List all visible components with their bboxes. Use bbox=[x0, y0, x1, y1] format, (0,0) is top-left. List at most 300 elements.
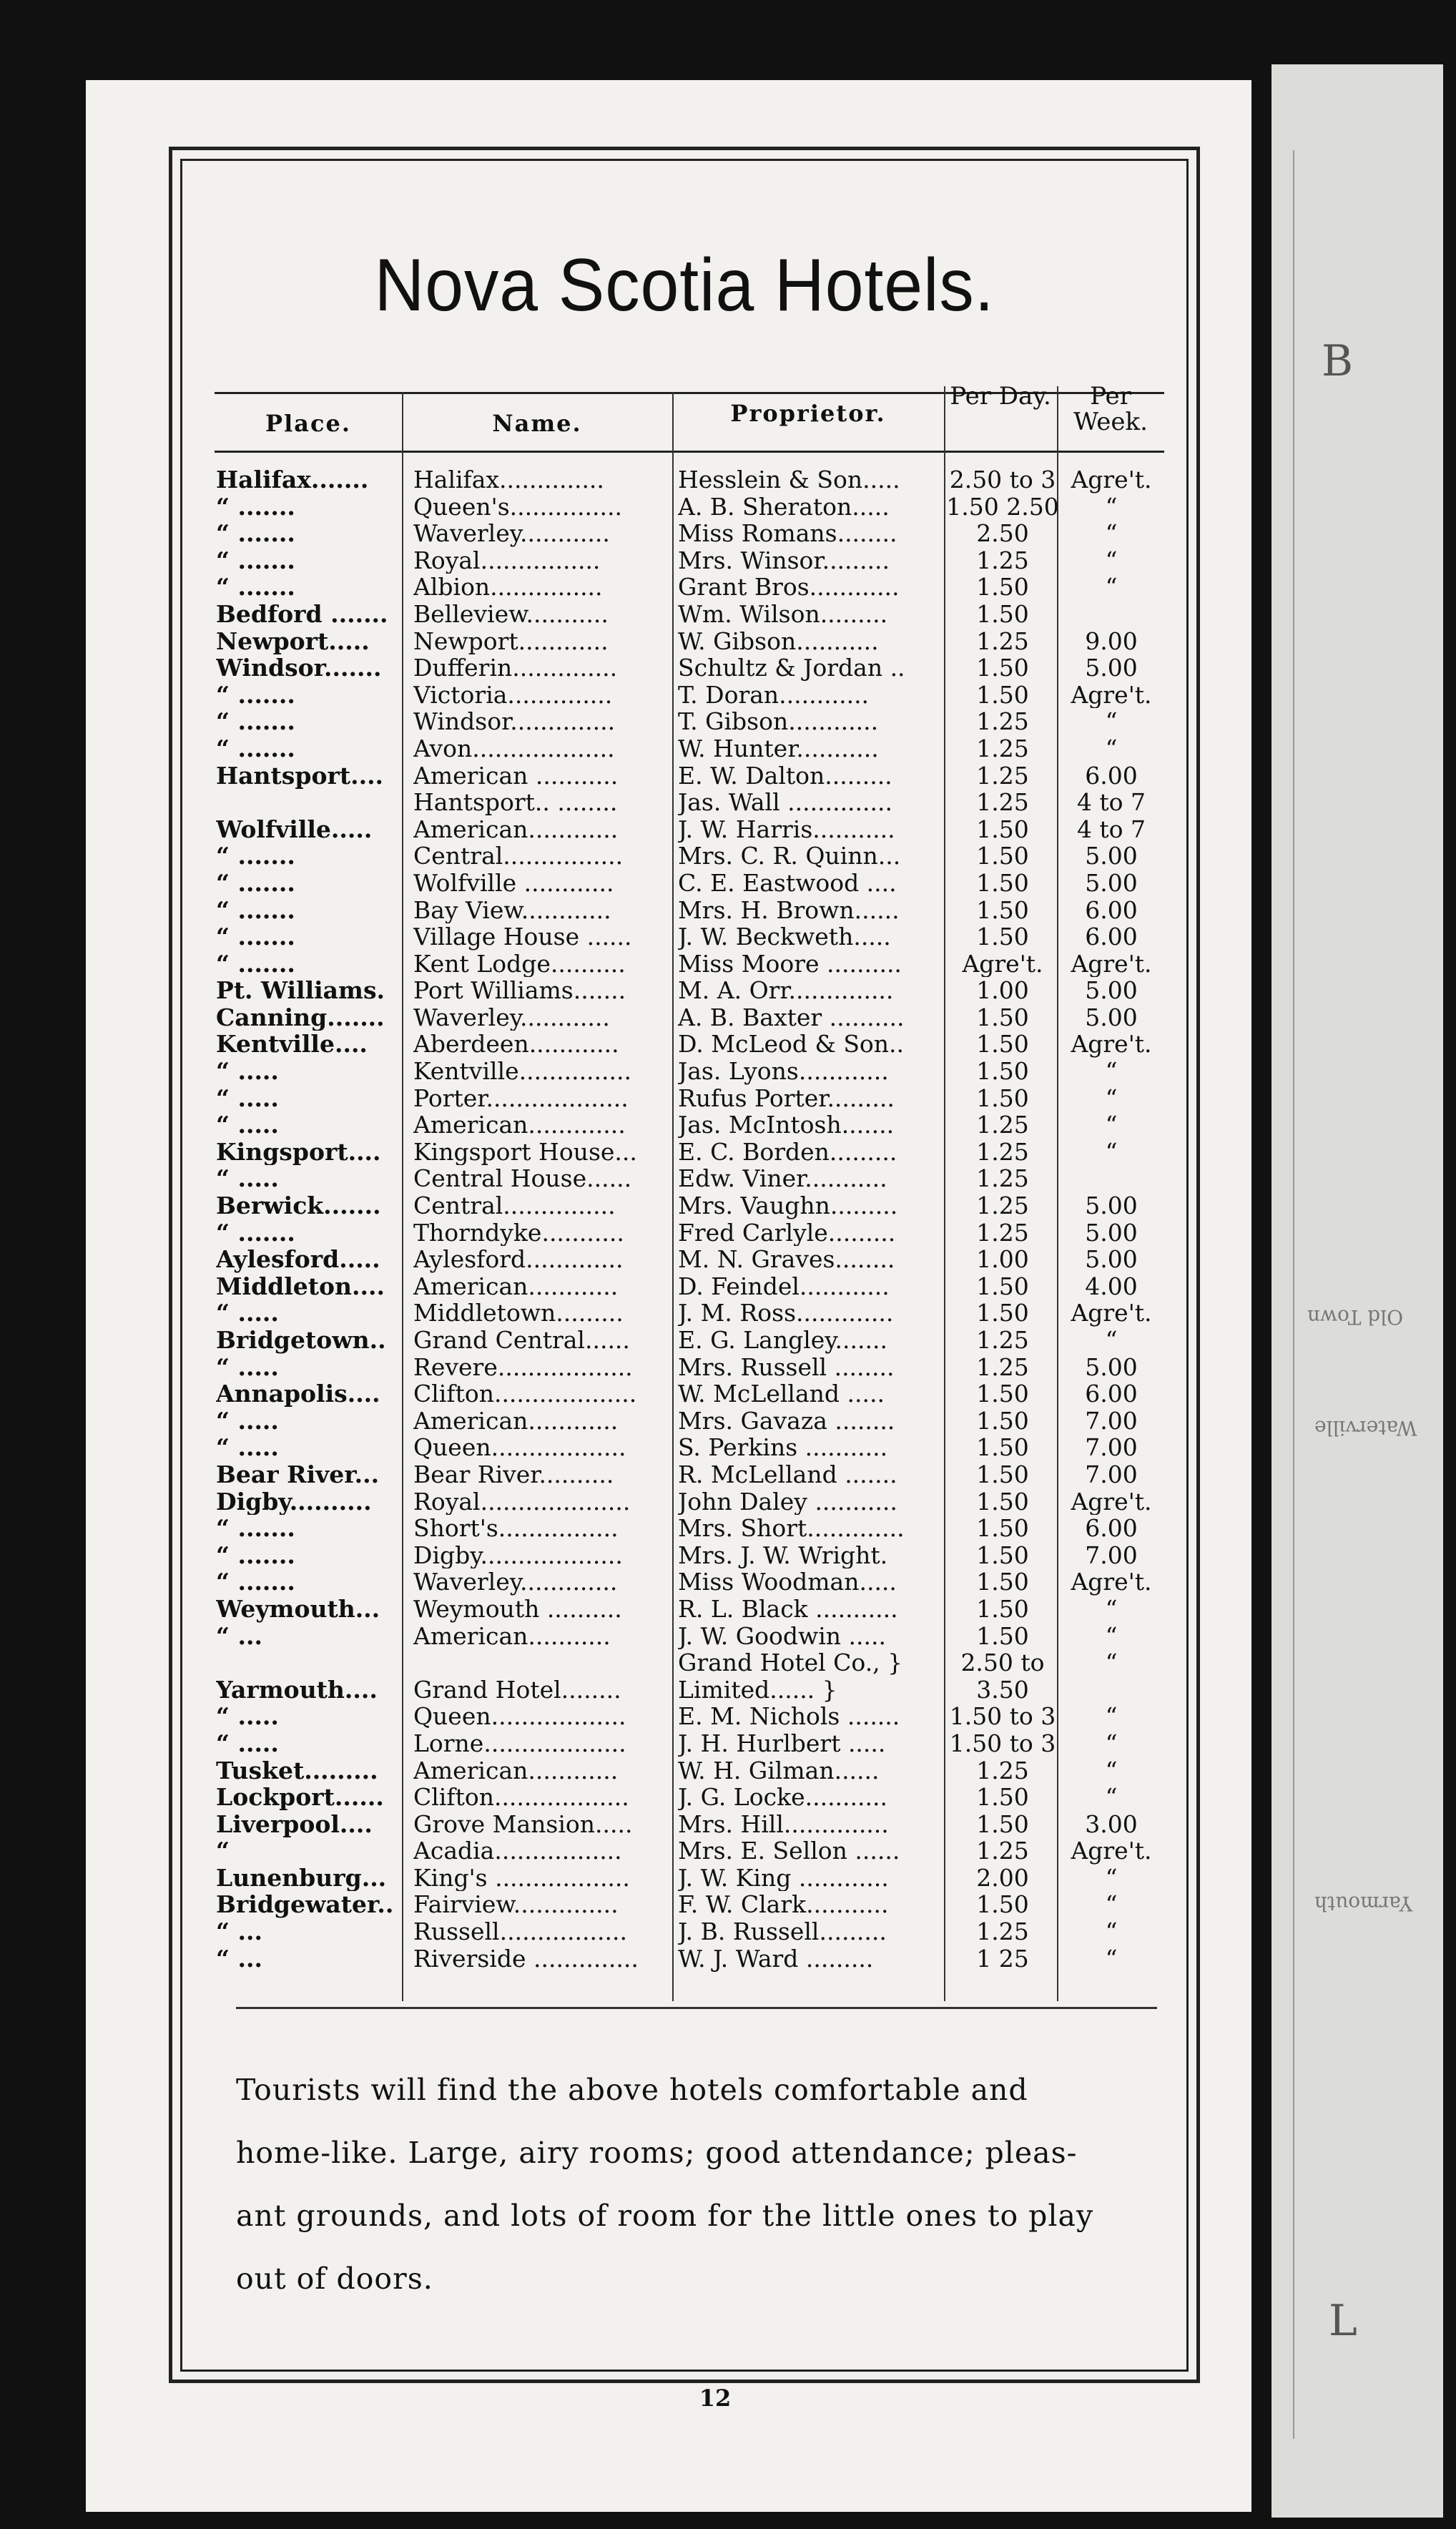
per-day-cell: 1.50 bbox=[976, 1515, 1029, 1542]
proprietor-cell: E. W. Dalton......... bbox=[678, 762, 892, 790]
per-week-cell: Agre't. bbox=[1071, 950, 1152, 978]
place-cell: Kentville.... bbox=[216, 1031, 368, 1059]
name-cell: American............ bbox=[413, 1407, 619, 1435]
table-row bbox=[215, 682, 1164, 709]
place-cell: Windsor....... bbox=[216, 654, 382, 682]
proprietor-cell: W. McLelland ..... bbox=[678, 1380, 885, 1408]
place-cell: Bear River... bbox=[216, 1460, 380, 1488]
per-week-cell: 5.00 bbox=[1085, 1219, 1138, 1247]
per-week-cell: “ bbox=[1105, 1111, 1118, 1139]
place-cell: Lunenburg... bbox=[216, 1864, 387, 1892]
place-cell: Kingsport.... bbox=[216, 1138, 381, 1166]
proprietor-cell: J. W. Goodwin ..... bbox=[678, 1622, 886, 1650]
name-cell: Aberdeen............ bbox=[413, 1031, 619, 1059]
proprietor-cell: D. Feindel............ bbox=[678, 1272, 890, 1300]
per-day-cell: 1.50 bbox=[976, 600, 1029, 628]
table-row bbox=[215, 708, 1164, 735]
place-cell: “ ....... bbox=[216, 1219, 295, 1247]
place-cell: “ ..... bbox=[216, 1353, 279, 1381]
proprietor-cell: John Daley ........... bbox=[678, 1488, 897, 1516]
table-row bbox=[215, 951, 1164, 978]
name-cell: Digby................... bbox=[413, 1541, 623, 1569]
place-cell: Pt. Williams. bbox=[216, 977, 385, 1004]
per-week-cell: 6.00 bbox=[1085, 1380, 1138, 1408]
table-row bbox=[215, 1273, 1164, 1300]
table-row bbox=[215, 547, 1164, 574]
proprietor-cell: W. Gibson........... bbox=[678, 627, 879, 655]
per-day-cell: 1.50 bbox=[976, 1407, 1029, 1435]
name-cell: Russell................. bbox=[413, 1918, 627, 1945]
proprietor-cell: A. B. Baxter .......... bbox=[678, 1003, 905, 1031]
per-day-cell: 1.00 bbox=[976, 977, 1029, 1004]
per-week-cell: “ bbox=[1105, 1784, 1118, 1811]
header-place: Place. bbox=[265, 410, 351, 437]
table-row bbox=[215, 1623, 1164, 1650]
per-week-cell: “ bbox=[1105, 574, 1118, 601]
per-week-cell: “ bbox=[1105, 1084, 1118, 1112]
table-row bbox=[215, 1757, 1164, 1784]
per-day-cell: 1.50 bbox=[976, 1810, 1029, 1838]
table-row bbox=[215, 870, 1164, 897]
per-day-cell: 1.50 bbox=[976, 1434, 1029, 1461]
table-row bbox=[215, 1058, 1164, 1085]
name-cell: Royal.................... bbox=[413, 1488, 631, 1516]
table-row bbox=[215, 735, 1164, 762]
name-cell: King's .................. bbox=[413, 1864, 630, 1892]
place-cell: Bridgewater.. bbox=[216, 1891, 394, 1919]
name-cell: Royal................ bbox=[413, 546, 601, 574]
per-day-cell: 1.25 bbox=[976, 789, 1029, 816]
proprietor-cell: E. G. Langley....... bbox=[678, 1327, 887, 1354]
name-cell: Grand Hotel........ bbox=[413, 1676, 621, 1704]
table-row bbox=[215, 816, 1164, 843]
per-week-cell: “ bbox=[1105, 1703, 1118, 1730]
name-cell: Porter................... bbox=[413, 1084, 629, 1112]
place-cell: Tusket......... bbox=[216, 1757, 378, 1784]
per-day-cell: 1.50 bbox=[976, 1084, 1029, 1112]
table-row bbox=[215, 1488, 1164, 1516]
table-row bbox=[215, 1945, 1164, 1973]
per-week-cell: “ bbox=[1105, 1864, 1118, 1892]
per-week-cell: “ bbox=[1105, 735, 1118, 762]
name-cell: American............ bbox=[413, 1272, 619, 1300]
per-day-cell: 1.50 bbox=[976, 1031, 1029, 1059]
place-cell: “ ..... bbox=[216, 1058, 279, 1085]
place-cell: “ ....... bbox=[216, 950, 295, 978]
per-week-cell: 7.00 bbox=[1085, 1460, 1138, 1488]
proprietor-cell: Jas. Lyons............ bbox=[678, 1058, 889, 1085]
per-week-cell: Agre't. bbox=[1071, 466, 1152, 493]
per-week-cell: 5.00 bbox=[1085, 843, 1138, 870]
per-week-cell: “ bbox=[1105, 546, 1118, 574]
proprietor-cell: S. Perkins ........... bbox=[678, 1434, 888, 1461]
per-week-cell: 6.00 bbox=[1085, 1515, 1138, 1542]
per-week-cell: Agre't. bbox=[1071, 1837, 1152, 1865]
table-row bbox=[215, 628, 1164, 655]
per-week-cell: Agre't. bbox=[1071, 1488, 1152, 1516]
proprietor-cell: J. W. King ............ bbox=[678, 1864, 889, 1892]
table-row bbox=[215, 1165, 1164, 1192]
per-day-cell: 1.50 bbox=[976, 1595, 1029, 1623]
proprietor-cell: Grant Bros............ bbox=[678, 574, 900, 601]
place-cell: Bedford ....... bbox=[216, 600, 388, 628]
place-cell: “ ... bbox=[216, 1945, 262, 1973]
name-cell: Albion............... bbox=[413, 574, 603, 601]
name-cell: Queen.................. bbox=[413, 1703, 626, 1730]
per-week-cell: “ bbox=[1105, 1945, 1118, 1973]
table-row bbox=[215, 977, 1164, 1004]
table-row bbox=[215, 1300, 1164, 1327]
proprietor-cell: Mrs. Winsor......... bbox=[678, 546, 890, 574]
per-day-cell: 1.50 bbox=[976, 574, 1029, 601]
per-week-cell: “ bbox=[1105, 1757, 1118, 1784]
name-cell: Short's................ bbox=[413, 1515, 619, 1542]
proprietor-cell: W. J. Ward ......... bbox=[678, 1945, 874, 1973]
name-cell: Village House ...... bbox=[413, 923, 632, 951]
table-row bbox=[215, 520, 1164, 547]
per-week-cell: “ bbox=[1105, 493, 1118, 521]
per-week-cell: “ bbox=[1105, 1327, 1118, 1354]
proprietor-cell: C. E. Eastwood .... bbox=[678, 869, 897, 897]
name-cell: Central............... bbox=[413, 1192, 616, 1219]
per-day-cell: 1.50 to 3 bbox=[949, 1729, 1056, 1757]
proprietor-cell: Mrs. C. R. Quinn... bbox=[678, 843, 901, 870]
table-row bbox=[215, 1408, 1164, 1435]
table-row bbox=[215, 654, 1164, 682]
per-day-cell: 1.25 bbox=[976, 708, 1029, 735]
name-cell: Waverley............ bbox=[413, 520, 610, 547]
place-cell: Canning....... bbox=[216, 1003, 385, 1031]
per-day-cell: 1.25 bbox=[976, 1138, 1029, 1166]
per-day-cell: 1.50 bbox=[976, 815, 1029, 843]
proprietor-cell: Mrs. J. W. Wright. bbox=[678, 1541, 888, 1569]
place-cell: “ ....... bbox=[216, 735, 295, 762]
per-week-cell: “ bbox=[1105, 520, 1118, 547]
table-row bbox=[215, 1461, 1164, 1488]
proprietor-cell: T. Doran............ bbox=[678, 681, 870, 709]
proprietor-cell: Miss Moore .......... bbox=[678, 950, 902, 978]
name-cell: American............ bbox=[413, 1757, 619, 1784]
per-week-cell: 5.00 bbox=[1085, 1003, 1138, 1031]
per-week-cell: 5.00 bbox=[1085, 654, 1138, 682]
table-row bbox=[215, 923, 1164, 951]
table-row bbox=[215, 1703, 1164, 1730]
table-row bbox=[215, 1837, 1164, 1865]
header-bottom-rule bbox=[215, 451, 1164, 453]
table-row bbox=[215, 1004, 1164, 1031]
per-day-cell: 1.00 bbox=[976, 1246, 1029, 1273]
proprietor-cell: Mrs. H. Brown...... bbox=[678, 896, 900, 924]
proprietor-cell: A. B. Sheraton..... bbox=[678, 493, 890, 521]
proprietor-cell: R. McLelland ....... bbox=[678, 1460, 897, 1488]
per-day-cell: 1.50 bbox=[976, 1622, 1029, 1650]
page-number: 12 bbox=[699, 2385, 732, 2412]
name-cell: Waverley............. bbox=[413, 1568, 618, 1596]
per-day-cell: 1.25 bbox=[976, 1111, 1029, 1139]
place-cell: Newport..... bbox=[216, 627, 370, 655]
name-cell: Clifton.................. bbox=[413, 1784, 629, 1811]
name-cell: Victoria.............. bbox=[413, 681, 613, 709]
proprietor-cell: J. M. Ross............. bbox=[678, 1300, 894, 1327]
table-row bbox=[215, 1865, 1164, 1892]
per-day-cell: 2.50 to bbox=[960, 1649, 1045, 1676]
proprietor-cell: Jas. Wall .............. bbox=[678, 789, 892, 816]
per-week-cell: 3.00 bbox=[1085, 1810, 1138, 1838]
per-week-cell: 7.00 bbox=[1085, 1541, 1138, 1569]
proprietor-cell: Miss Romans........ bbox=[678, 520, 897, 547]
table-row bbox=[215, 762, 1164, 790]
table-row bbox=[215, 1111, 1164, 1139]
place-cell: “ ..... bbox=[216, 1084, 279, 1112]
per-week-cell: “ bbox=[1105, 1918, 1118, 1945]
footer-rule bbox=[236, 2007, 1157, 2009]
name-cell: Thorndyke........... bbox=[413, 1219, 624, 1247]
per-week-cell: “ bbox=[1105, 1649, 1118, 1676]
per-day-cell: 1.50 bbox=[976, 1003, 1029, 1031]
table-row bbox=[215, 1219, 1164, 1247]
header-per-week: Per Week. bbox=[1073, 382, 1148, 436]
place-cell: “ ..... bbox=[216, 1703, 279, 1730]
name-cell: Clifton................... bbox=[413, 1380, 637, 1408]
tourist-note-line: out of doors. bbox=[236, 2262, 433, 2296]
per-day-cell: 1.50 bbox=[976, 1058, 1029, 1085]
proprietor-cell: J. G. Locke........... bbox=[678, 1784, 887, 1811]
tourist-note bbox=[236, 2058, 1201, 2310]
map-label-yarmouth: Yarmouth bbox=[1314, 1892, 1413, 1915]
place-cell: “ ..... bbox=[216, 1434, 279, 1461]
proprietor-cell: J. W. Beckweth..... bbox=[678, 923, 891, 951]
header-name: Name. bbox=[492, 410, 582, 437]
proprietor-cell: D. McLeod & Son.. bbox=[678, 1031, 905, 1059]
name-cell: Kingsport House... bbox=[413, 1138, 637, 1166]
place-cell: “ ..... bbox=[216, 1165, 279, 1193]
map-letter-l: L bbox=[1329, 2296, 1357, 2346]
name-cell: Central House...... bbox=[413, 1165, 632, 1193]
name-cell: Newport............ bbox=[413, 627, 609, 655]
place-cell: “ ....... bbox=[216, 493, 295, 521]
proprietor-cell: Fred Carlyle......... bbox=[678, 1219, 896, 1247]
per-week-cell: Agre't. bbox=[1071, 1568, 1152, 1596]
name-cell: Fairview.............. bbox=[413, 1891, 619, 1919]
name-cell: Middletown......... bbox=[413, 1300, 624, 1327]
name-cell: Grove Mansion..... bbox=[413, 1810, 633, 1838]
place-cell: “ ....... bbox=[216, 843, 295, 870]
per-day-cell: 1.25 bbox=[976, 735, 1029, 762]
per-day-cell: 1.25 bbox=[976, 1192, 1029, 1219]
place-cell: “ ....... bbox=[216, 681, 295, 709]
name-cell: Bear River.......... bbox=[413, 1460, 614, 1488]
per-week-cell: Agre't. bbox=[1071, 1300, 1152, 1327]
per-week-cell: Agre't. bbox=[1071, 1031, 1152, 1059]
place-cell: “ ....... bbox=[216, 896, 295, 924]
place-cell: Liverpool.... bbox=[216, 1810, 373, 1838]
name-cell: Kent Lodge.......... bbox=[413, 950, 626, 978]
per-week-cell: “ bbox=[1105, 1891, 1118, 1919]
place-cell: Halifax....... bbox=[216, 466, 369, 493]
proprietor-cell: Hesslein & Son..... bbox=[678, 466, 900, 493]
per-day-cell: 1.50 2.50 bbox=[946, 493, 1059, 521]
per-day-cell: 1.25 bbox=[976, 762, 1029, 790]
per-day-cell: 1.25 bbox=[976, 1165, 1029, 1193]
per-week-cell: 6.00 bbox=[1085, 896, 1138, 924]
table-row bbox=[215, 1354, 1164, 1381]
proprietor-cell: Jas. McIntosh....... bbox=[678, 1111, 895, 1139]
header-proprietor: Proprietor. bbox=[730, 400, 886, 427]
name-cell: Windsor.............. bbox=[413, 708, 616, 735]
proprietor-cell: J. W. Harris........... bbox=[678, 815, 895, 843]
proprietor-cell: Mrs. Vaughn......... bbox=[678, 1192, 898, 1219]
table-row bbox=[215, 1649, 1164, 1676]
name-cell: Acadia................. bbox=[413, 1837, 622, 1865]
per-day-cell: 1.50 bbox=[976, 1272, 1029, 1300]
place-cell: Yarmouth.... bbox=[216, 1676, 378, 1704]
proprietor-cell: W. Hunter........... bbox=[678, 735, 879, 762]
proprietor-cell: F. W. Clark........... bbox=[678, 1891, 889, 1919]
place-cell: “ ....... bbox=[216, 1568, 295, 1596]
per-week-cell: “ bbox=[1105, 1058, 1118, 1085]
per-day-cell: 2.50 bbox=[976, 520, 1029, 547]
table-row bbox=[215, 466, 1164, 493]
per-day-cell: 2.00 bbox=[976, 1864, 1029, 1892]
proprietor-cell: Mrs. E. Sellon ...... bbox=[678, 1837, 900, 1865]
table-row bbox=[215, 493, 1164, 521]
table-row bbox=[215, 789, 1164, 816]
per-day-cell: 1.25 bbox=[976, 546, 1029, 574]
per-week-cell: 4.00 bbox=[1085, 1272, 1138, 1300]
page-title: Nova Scotia Hotels. bbox=[374, 244, 995, 327]
name-cell: Avon................... bbox=[413, 735, 615, 762]
per-week-cell: “ bbox=[1105, 1729, 1118, 1757]
place-cell: Berwick....... bbox=[216, 1192, 381, 1219]
name-cell: American ........... bbox=[413, 762, 619, 790]
per-week-cell: 4 to 7 bbox=[1076, 789, 1146, 816]
table-row bbox=[215, 601, 1164, 628]
per-week-cell: 6.00 bbox=[1085, 923, 1138, 951]
place-cell: “ ....... bbox=[216, 869, 295, 897]
name-cell: Queen's............... bbox=[413, 493, 622, 521]
per-week-cell: “ bbox=[1105, 708, 1118, 735]
name-cell: Hantsport.. ........ bbox=[413, 789, 618, 816]
map-border-line bbox=[1293, 150, 1294, 2439]
per-day-cell: 1.50 to 3 bbox=[949, 1703, 1056, 1730]
per-day-cell: 1.50 bbox=[976, 1784, 1029, 1811]
table-row bbox=[215, 1246, 1164, 1273]
hotel-table bbox=[215, 466, 1164, 1972]
name-cell: Waverley............ bbox=[413, 1003, 610, 1031]
name-cell: Queen.................. bbox=[413, 1434, 626, 1461]
tourist-note-line: Tourists will find the above hotels comfortable and bbox=[236, 2073, 1028, 2107]
per-week-cell: “ bbox=[1105, 1138, 1118, 1166]
per-day-cell: 1.50 bbox=[976, 1541, 1029, 1569]
per-day-cell: 1.25 bbox=[976, 1219, 1029, 1247]
place-cell: “ ....... bbox=[216, 546, 295, 574]
map-label-old-town: Old Town bbox=[1307, 1305, 1404, 1329]
per-week-cell: “ bbox=[1105, 1622, 1118, 1650]
per-day-cell: 1.25 bbox=[976, 1353, 1029, 1381]
adjacent-map-page bbox=[1271, 64, 1443, 2518]
per-day-cell: 1.50 bbox=[976, 1891, 1029, 1919]
name-cell: Wolfville ............ bbox=[413, 869, 614, 897]
per-day-cell: 1.50 bbox=[976, 654, 1029, 682]
table-row bbox=[215, 1327, 1164, 1354]
proprietor-cell: Edw. Viner........... bbox=[678, 1165, 887, 1193]
per-day-cell: Agre't. bbox=[962, 950, 1043, 978]
name-cell: Belleview........... bbox=[413, 600, 609, 628]
place-cell: “ ....... bbox=[216, 1515, 295, 1542]
name-cell: Revere.................. bbox=[413, 1353, 633, 1381]
table-row bbox=[215, 1918, 1164, 1945]
header-per-day: Per Day. bbox=[950, 382, 1051, 411]
per-day-cell: 1.50 bbox=[976, 1300, 1029, 1327]
per-day-cell: 1.25 bbox=[976, 1837, 1029, 1865]
name-cell: Aylesford............. bbox=[413, 1246, 624, 1273]
place-cell: “ ....... bbox=[216, 708, 295, 735]
table-row bbox=[215, 1676, 1164, 1704]
name-cell: Dufferin.............. bbox=[413, 654, 618, 682]
place-cell: Bridgetown.. bbox=[216, 1327, 386, 1354]
per-week-cell: 5.00 bbox=[1085, 869, 1138, 897]
name-cell: Bay View............ bbox=[413, 896, 611, 924]
name-cell: American............. bbox=[413, 1111, 626, 1139]
per-week-cell: 5.00 bbox=[1085, 1246, 1138, 1273]
table-row bbox=[215, 574, 1164, 601]
place-cell: Wolfville..... bbox=[216, 815, 373, 843]
proprietor-cell: Miss Woodman..... bbox=[678, 1568, 897, 1596]
place-cell: Hantsport.... bbox=[216, 762, 384, 790]
per-week-cell: 5.00 bbox=[1085, 1192, 1138, 1219]
per-day-cell: 1.50 bbox=[976, 1380, 1029, 1408]
per-week-cell: 6.00 bbox=[1085, 762, 1138, 790]
proprietor-cell: M. A. Orr.............. bbox=[678, 977, 894, 1004]
proprietor-cell: Mrs. Gavaza ........ bbox=[678, 1407, 895, 1435]
per-day-cell: 1.25 bbox=[976, 627, 1029, 655]
per-day-cell: 1.50 bbox=[976, 681, 1029, 709]
per-day-cell: 1.50 bbox=[976, 843, 1029, 870]
proprietor-cell: Limited...... } bbox=[678, 1676, 837, 1704]
proprietor-cell: J. B. Russell......... bbox=[678, 1918, 887, 1945]
place-cell: Digby.......... bbox=[216, 1488, 372, 1516]
name-cell: Kentville............... bbox=[413, 1058, 631, 1085]
per-day-cell: 1.50 bbox=[976, 923, 1029, 951]
table-row bbox=[215, 1031, 1164, 1058]
per-week-cell: 5.00 bbox=[1085, 1353, 1138, 1381]
place-cell: “ ..... bbox=[216, 1407, 279, 1435]
table-row bbox=[215, 1811, 1164, 1838]
place-cell: “ ... bbox=[216, 1918, 262, 1945]
place-cell: Aylesford..... bbox=[216, 1246, 380, 1273]
per-week-cell: 9.00 bbox=[1085, 627, 1138, 655]
proprietor-cell: Grand Hotel Co., } bbox=[678, 1649, 903, 1676]
per-day-cell: 1.25 bbox=[976, 1327, 1029, 1354]
table-row bbox=[215, 1139, 1164, 1166]
name-cell: Grand Central...... bbox=[413, 1327, 630, 1354]
table-row bbox=[215, 1380, 1164, 1408]
place-cell: “ ..... bbox=[216, 1729, 279, 1757]
place-cell: “ ....... bbox=[216, 574, 295, 601]
proprietor-cell: J. H. Hurlbert ..... bbox=[678, 1729, 886, 1757]
per-week-cell: 4 to 7 bbox=[1076, 815, 1146, 843]
per-week-cell: 7.00 bbox=[1085, 1434, 1138, 1461]
place-cell: Weymouth... bbox=[216, 1595, 380, 1623]
place-cell: “ ..... bbox=[216, 1300, 279, 1327]
table-row bbox=[215, 1192, 1164, 1219]
name-cell: Central................ bbox=[413, 843, 624, 870]
place-cell: “ ....... bbox=[216, 1541, 295, 1569]
table-row bbox=[215, 1784, 1164, 1811]
place-cell: Lockport...... bbox=[216, 1784, 384, 1811]
per-week-cell: 7.00 bbox=[1085, 1407, 1138, 1435]
table-row bbox=[215, 897, 1164, 924]
